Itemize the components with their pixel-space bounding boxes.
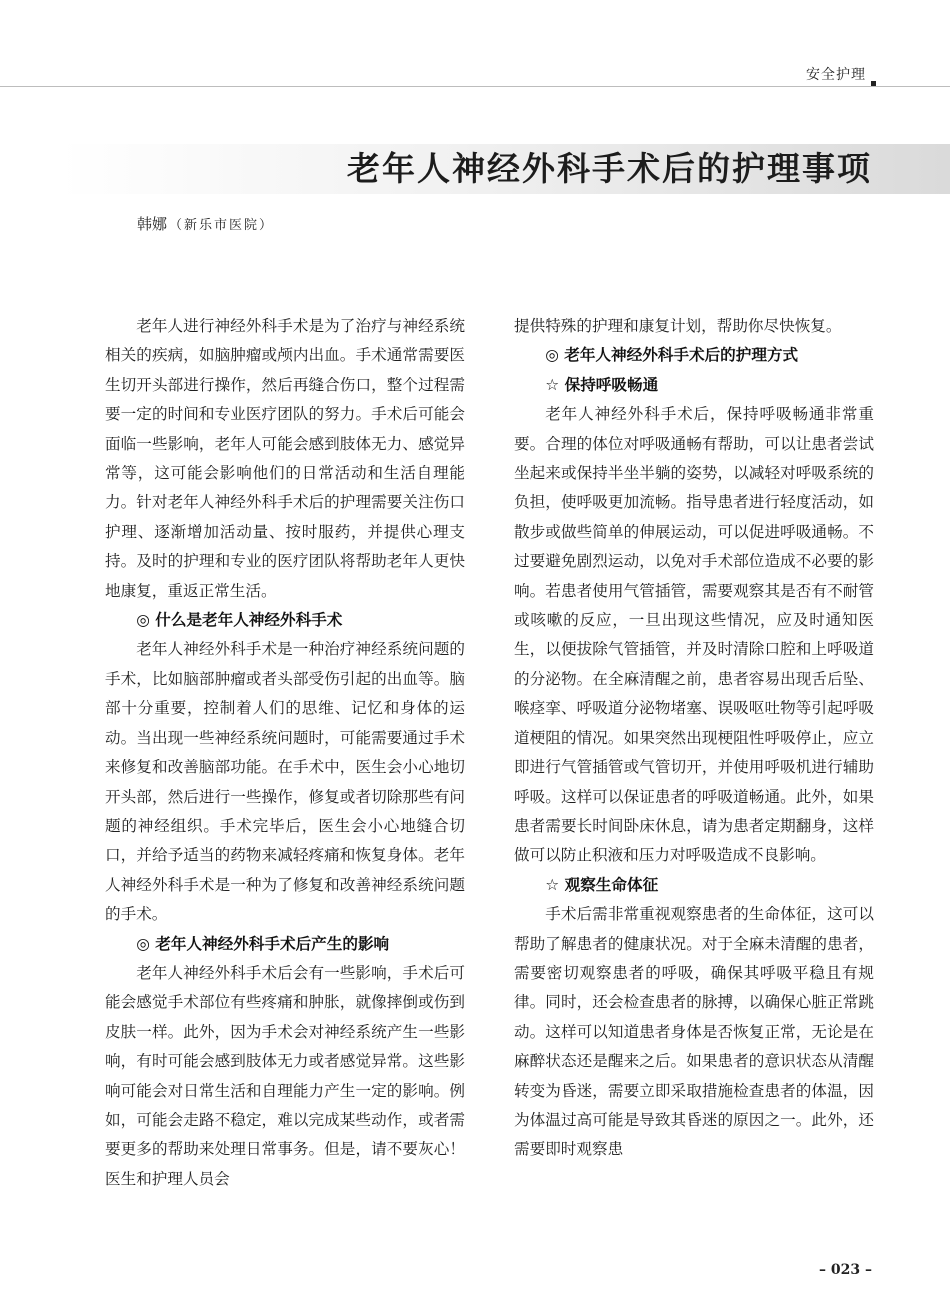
section-label: 安全护理	[806, 67, 866, 83]
byline	[137, 213, 274, 234]
section-heading: ◎ 什么是老年人神经外科手术	[136, 611, 343, 630]
paragraph: 手术后需非常重视观察患者的生命体征，这可以帮助了解患者的健康状况。对于全麻未清醒的患者，需要密切观察患者的呼吸，确保其呼吸平稳且有规律。同时，还会检查患者的脉搏，以确保心脏正常跳动。这样可以知道患者身体是否恢复正常，无论是在麻醉状态还是醒来之后。如果患者的意识状态从清醒转变为昏迷，需要立即采取措施检查患者的体温，因为体温过高可能是导致其昏迷的原因之一。此外，还需要即时观察患	[514, 905, 874, 1159]
author-name: 韩娜	[137, 215, 168, 233]
paragraph: 老年人神经外科手术是一种治疗神经系统问题的手术，比如脑部肿瘤或者头部受伤引起的出血等。脑部十分重要，控制着人们的思维、记忆和身体的运动。当出现一些神经系统问题时，可能需要通过手术来修复和改善脑部功能。在手术中，医生会小心地切开头部，然后进行一些操作，修复或者切除那些有问题的神经组织。手术完毕后，医生会小心地缝合切口，并给予适当的药物来减轻疼痛和恢复身体。老年人神经外科手术是一种为了修复和改善神经系统问题的手术。	[105, 640, 465, 924]
header-rule	[0, 86, 950, 87]
section-marker	[871, 81, 876, 86]
paragraph: 老年人神经外科手术后，保持呼吸畅通非常重要。合理的体位对呼吸通畅有帮助，可以让患者尝试坐起来或保持半坐半躺的姿势，以减轻对呼吸系统的负担，使呼吸更加流畅。指导患者进行轻度活动，如散步或做些简单的伸展运动，可以促进呼吸通畅。不过要避免剧烈运动，以免对手术部位造成不必要的影响。若患者使用气管插管，需要观察其是否有不耐管或咳嗽的反应，一旦出现这些情况，应及时通知医生，以便拔除气管插管，并及时清除口腔和上呼吸道的分泌物。在全麻清醒之前，患者容易出现舌后坠、喉痉挛、呼吸道分泌物堵塞、误吸呕吐物等引起呼吸道梗阻的情况。如果突然出现梗阻性呼吸停止，应立即进行气管插管或气管切开，并使用呼吸机进行辅助呼吸。这样可以保证患者的呼吸道畅通。此外，如果患者需要长时间卧床休息，请为患者定期翻身，这样做可以防止积液和压力对呼吸造成不良影响。	[514, 405, 874, 865]
author-affiliation: （新乐市医院）	[169, 218, 275, 233]
subsection-heading: ☆ 保持呼吸畅通	[545, 375, 659, 394]
section-heading: ◎ 老年人神经外科手术后产生的影响	[136, 934, 390, 953]
right-column	[514, 312, 874, 1165]
article-title: 老年人神经外科手术后的护理事项	[347, 149, 872, 188]
subsection-heading: ☆ 观察生命体征	[545, 875, 659, 894]
page-number: – 023 –	[819, 1262, 872, 1278]
section-heading: ◎ 老年人神经外科手术后的护理方式	[545, 346, 799, 365]
paragraph: 老年人神经外科手术后会有一些影响，手术后可能会感觉手术部位有些疼痛和肿胀，就像摔倒或伤到皮肤一样。此外，因为手术会对神经系统产生一些影响，有时可能会感到肢体无力或者感觉异常。这些影响可能会对日常生活和自理能力产生一定的影响。例如，可能会走路不稳定，难以完成某些动作，或者需要更多的帮助来处理日常事务。但是，请不要灰心！医生和护理人员会	[105, 963, 465, 1188]
paragraph: 老年人进行神经外科手术是为了治疗与神经系统相关的疾病，如脑肿瘤或颅内出血。手术通常需要医生切开头部进行操作，然后再缝合伤口，整个过程需要一定的时间和专业医疗团队的努力。手术后可能会面临一些影响，老年人可能会感到肢体无力、感觉异常等，这可能会影响他们的日常活动和生活自理能力。针对老年人神经外科手术后的护理需要关注伤口护理、逐渐增加活动量、按时服药，并提供心理支持。及时的护理和专业的医疗团队将帮助老年人更快地康复，重返正常生活。	[105, 317, 465, 600]
paragraph-continuation: 提供特殊的护理和康复计划，帮助你尽快恢复。	[514, 317, 842, 335]
left-column	[105, 312, 465, 1194]
